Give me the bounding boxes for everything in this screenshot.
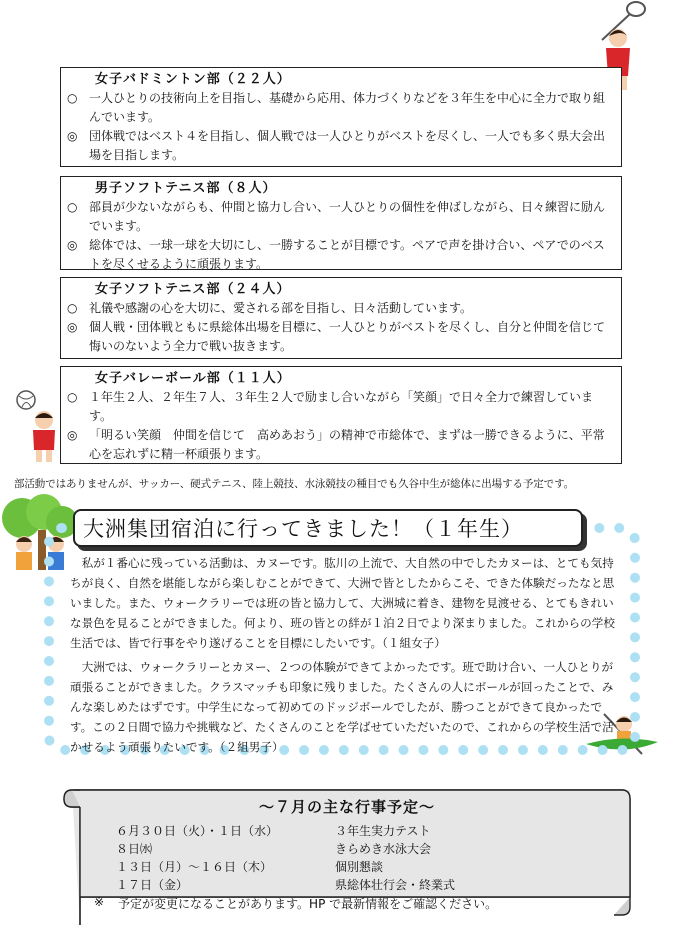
bullet-mark: ○ [67,390,78,404]
club-line-text: 部員が少ないながらも、仲間と協力し合い、一人ひとりの個性を伸ばしながら、日々練習に励んでいます。 [89,200,606,233]
schedule-date: ８日㈬ [116,842,153,856]
club-title: 女子ソフトテニス部（２４人） [95,282,291,297]
club-line-text: １年生２人、２年生７人、３年生２人で励まし合いながら「笑顔」で日々全力で練習しています。 [89,390,594,423]
club-box-womens-soft-tennis [60,277,622,359]
schedule-event: 県総体壮行会・終業式 [335,878,456,892]
schedule-event: きらめき水泳大会 [335,842,432,856]
club-line-text: 礼儀や感謝の心を大切に、愛される部を目指し、日々活動しています。 [89,301,473,315]
trip-paragraph: 大洲では、ウォークラリーとカヌー、２つの体験ができてよかったです。班で助け合い、一人ひとりが頑張ることができました。クラスマッチも印象に残りました。たくさんの人にボールが回ったことで、みんな楽しめたはずです。中学生になって初めてのドッジボールでしたが、勝つことができて良かったです。この２日間で協力や挑戦など、たくさんのことを学ばせていただいたので、これからの学校生活で活かせるよう頑張りたいです。（２組男子） [70,660,614,754]
bullet-mark: ○ [67,200,78,214]
schedule-title: ～７月の主な行事予定～ [258,798,435,816]
bullet-mark: ◎ [67,129,78,143]
bullet-mark: ◎ [67,238,78,252]
club-line [67,127,615,165]
schedule-note: 予定が変更になることがあります。HP で最新情報をご確認ください。 [118,897,498,911]
club-line [67,299,615,318]
bullet-mark: ○ [67,91,78,105]
bullet-mark: ○ [67,301,78,315]
club-line [67,388,615,426]
club-line-text: 総体では、一球一球を大切にし、一勝することが目標です。ペアで声を掛け合い、ペアでのベストを尽くせるように頑張ります。 [89,238,605,271]
club-title: 女子バレーボール部（１１人） [95,371,291,386]
schedule-date: １３日（月）～１６日（木） [116,860,273,874]
sports-note: 部活動ではありませんが、サッカー、硬式テニス、陸上競技、水泳競技の種目でも久谷中生が総体に出場する予定です。 [14,478,575,490]
trip-report-1 [70,553,622,653]
club-title: 男子ソフトテニス部（８人） [95,181,277,196]
schedule-date: １７日（金） [116,878,189,892]
club-line [67,318,615,356]
club-title: 女子バドミントン部（２２人） [95,72,291,87]
club-line-text: 個人戦・団体戦ともに県総体出場を目標に、一人ひとりがベストを尽くし、自分と仲間を信じて悔いのないよう全力で戦い抜きます。 [89,320,606,353]
schedule-date: ６月３０日（火）・１日（水） [116,824,279,838]
schedule-note-mark: ※ [94,895,105,909]
trip-paragraph: 私が１番心に残っている活動は、カヌーです。肱川の上流で、大自然の中でしたカヌーは、とても気持ちが良く、自然を堪能しながら楽しむことができて、大洲で皆としたからこそ、できた体験だったなと思いました。また、ウォークラリーでは班の皆と協力して、大洲城に着き、建物を見渡せる、とてもきれいな景色を見ることができました。何より、班の皆との絆が１泊２日でより深まりました。これからの学校生活では、皆で行事をやり遂げることを目標にしたいです。（１組女子） [70,556,615,650]
club-line-text: 団体戦ではベスト４を目指し、個人戦では一人ひとりがベストを尽くし、一人でも多く県大会出場を目指します。 [89,129,606,162]
club-line [67,198,615,236]
club-line [67,236,615,274]
club-box-womens-volleyball [60,366,622,464]
volleyball-player-illustration [14,388,66,466]
club-line-text: 「明るい笑顔 仲間を信じて 高めあおう」の精神で市総体で、まずは一勝できるように、平常心を忘れずに精一杯頑張ります。 [89,428,605,461]
club-line [67,89,615,127]
club-line [67,426,615,464]
schedule-event: 個別懇談 [335,860,384,874]
trip-report-2 [70,657,622,757]
bullet-mark: ◎ [67,428,78,442]
schedule-event: ３年生実力テスト [335,824,431,838]
trip-title-banner [73,509,583,547]
trip-title: 大洲集団宿泊に行ってきました！（１年生） [83,517,523,541]
bullet-mark: ◎ [67,320,78,334]
club-line-text: 一人ひとりの技術向上を目指し、基礎から応用、体力づくりなどを３年生を中心に全力で取り組んでいます。 [89,91,606,124]
club-box-mens-soft-tennis [60,176,622,270]
club-box-womens-badminton [60,67,622,167]
